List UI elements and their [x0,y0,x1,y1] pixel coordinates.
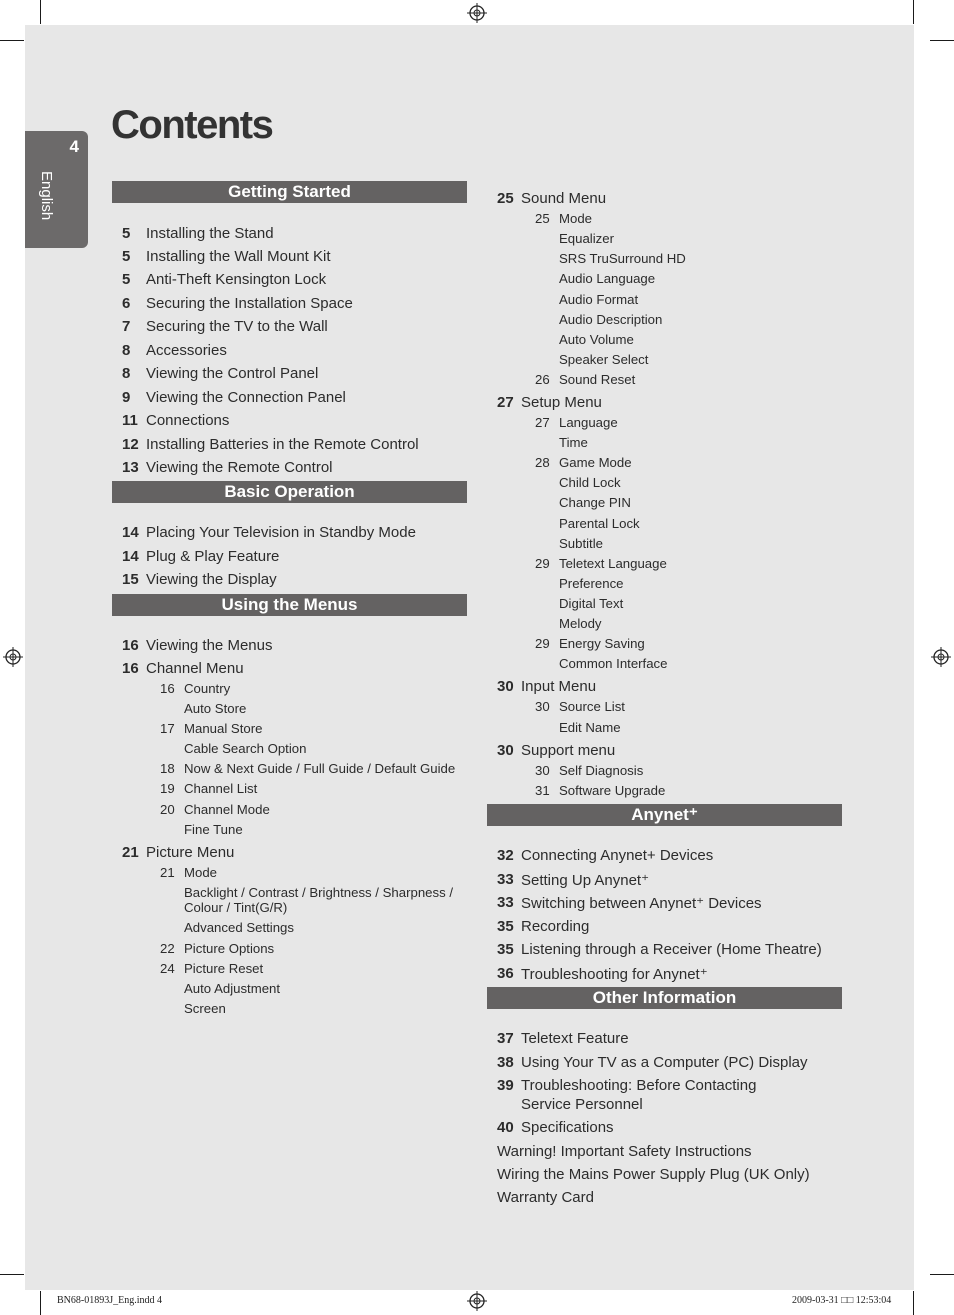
entry-title: Installing Batteries in the Remote Control [146,436,419,453]
entry-title: Wiring the Mains Power Supply Plug (UK Only) [497,1166,810,1183]
entry-page-number: 36 [497,965,514,982]
crop-mark [40,1291,41,1315]
subentry-title: Channel List [184,781,258,796]
page-title: Contents [111,103,273,147]
entry-page-number: 32 [497,847,514,864]
crop-mark [0,1274,24,1275]
subentry-page-number: 20 [160,802,175,817]
subentry-page-number: 22 [160,941,175,956]
entry-title: Troubleshooting for Anynet⁺ [521,966,708,983]
entry-page-number: 5 [122,271,131,288]
subentry-title: Picture Options [184,941,275,956]
subentry-title: Self Diagnosis [559,763,644,778]
subentry-title: Subtitle [559,536,603,551]
subentry-title: Auto Store [184,701,247,716]
entry-page-number: 33 [497,894,514,911]
subentry-title: Sound Reset [559,372,636,387]
subentry-title: Software Upgrade [559,783,666,798]
entry-title: Viewing the Control Panel [146,365,319,382]
crop-mark [913,0,914,24]
entry-title: Specifications [521,1119,614,1136]
subentry-title: Audio Format [559,292,639,307]
entry-title: Recording [521,918,590,935]
entry-title: Troubleshooting: Before Contacting [521,1077,757,1094]
entry-page-number: 30 [497,678,514,695]
subentry-title: Fine Tune [184,822,243,837]
entry-title: Viewing the Remote Control [146,459,333,476]
section-header: Using the Menus [112,594,467,616]
crop-mark [40,0,41,24]
crop-mark [0,40,24,41]
language-label: English [38,171,55,221]
registration-mark-icon [931,647,951,667]
entry-title: Listening through a Receiver (Home Theatre) [521,941,822,958]
subentry-title: Teletext Language [559,556,667,571]
entry-title: Viewing the Connection Panel [146,389,346,406]
entry-title: Teletext Feature [521,1030,629,1047]
subentry-page-number: 17 [160,721,175,736]
entry-page-number: 9 [122,389,131,406]
crop-mark [930,40,954,41]
entry-page-number: 8 [122,342,131,359]
subentry-title: Source List [559,699,625,714]
entry-title: Plug & Play Feature [146,548,280,565]
subentry-page-number: 27 [535,415,550,430]
subentry-page-number: 28 [535,455,550,470]
crop-mark [913,1291,914,1315]
page-number: 4 [69,137,79,156]
subentry-page-number: 24 [160,961,175,976]
entry-title: Anti-Theft Kensington Lock [146,271,327,288]
entry-title: Installing the Wall Mount Kit [146,248,331,265]
section-header: Getting Started [112,181,467,203]
subentry-page-number: 29 [535,636,550,651]
subentry-title: Energy Saving [559,636,645,651]
subentry-page-number: 16 [160,681,175,696]
registration-mark-icon [3,647,23,667]
entry-title: Warning! Important Safety Instructions [497,1143,752,1160]
subentry-title: Mode [184,865,217,880]
entry-page-number: 15 [122,571,139,588]
entry-title: Sound Menu [521,190,607,207]
entry-page-number: 8 [122,365,131,382]
entry-page-number: 6 [122,295,131,312]
crop-mark [930,1274,954,1275]
entry-page-number: 5 [122,225,131,242]
subentry-title: Language [559,415,618,430]
subentry-page-number: 21 [160,865,175,880]
entry-title: Accessories [146,342,227,359]
entry-page-number: 33 [497,871,514,888]
subentry-title: Audio Language [559,271,656,286]
subentry-page-number: 30 [535,763,550,778]
subentry-title: Mode [559,211,592,226]
entry-page-number: 27 [497,394,514,411]
subentry-page-number: 30 [535,699,550,714]
entry-page-number: 16 [122,637,139,654]
section-header: Basic Operation [112,481,467,503]
entry-title: Viewing the Display [146,571,277,588]
subentry-title: Common Interface [559,656,668,671]
entry-title: Switching between Anynet⁺ Devices [521,895,762,912]
entry-page-number: 5 [122,248,131,265]
subentry-title: Edit Name [559,720,621,735]
registration-mark-icon [467,1291,487,1311]
footer-filename: BN68-01893J_Eng.indd 4 [57,1295,162,1306]
subentry-title: Screen [184,1001,226,1016]
entry-page-number: 35 [497,941,514,958]
subentry-page-number: 25 [535,211,550,226]
entry-page-number: 14 [122,548,139,565]
subentry-title: Backlight / Contrast / Brightness / Sharpness / [184,885,454,900]
subentry-title: Auto Volume [559,332,634,347]
subentry-page-number: 29 [535,556,550,571]
entry-title: Service Personnel [521,1096,643,1113]
subentry-title: Time [559,435,588,450]
entry-page-number: 14 [122,524,139,541]
footer-datetime: 2009-03-31 □□ 12:53:04 [792,1295,892,1306]
entry-title: Input Menu [521,678,597,695]
entry-title: Warranty Card [497,1189,594,1206]
entry-page-number: 35 [497,918,514,935]
subentry-page-number: 31 [535,783,550,798]
section-header: Other Information [487,987,842,1009]
subentry-title: Now & Next Guide / Full Guide / Default Guide [184,761,456,776]
subentry-title: Auto Adjustment [184,981,281,996]
subentry-title: Game Mode [559,455,632,470]
entry-title: Viewing the Menus [146,637,273,654]
entry-page-number: 40 [497,1119,514,1136]
subentry-title: Manual Store [184,721,263,736]
entry-title: Picture Menu [146,844,235,861]
entry-page-number: 25 [497,190,514,207]
subentry-title: Audio Description [559,312,663,327]
registration-mark-icon [467,3,487,23]
page-background [25,25,914,1290]
subentry-title: SRS TruSurround HD [559,251,686,266]
entry-title: Securing the TV to the Wall [146,318,328,335]
entry-title: Placing Your Television in Standby Mode [146,524,416,541]
entry-page-number: 38 [497,1054,514,1071]
entry-title: Channel Menu [146,660,244,677]
entry-page-number: 21 [122,844,139,861]
subentry-title: Melody [559,616,602,631]
subentry-title: Speaker Select [559,352,649,367]
subentry-page-number: 26 [535,372,550,387]
entry-page-number: 7 [122,318,131,335]
entry-page-number: 16 [122,660,139,677]
subentry-page-number: 19 [160,781,175,796]
subentry-title: Channel Mode [184,802,270,817]
entry-page-number: 13 [122,459,139,476]
entry-page-number: 12 [122,436,139,453]
subentry-title: Child Lock [559,475,621,490]
entry-title: Installing the Stand [146,225,274,242]
entry-title: Using Your TV as a Computer (PC) Display [521,1054,808,1071]
entry-title: Connecting Anynet+ Devices [521,847,714,864]
subentry-title: Preference [559,576,624,591]
subentry-title: Change PIN [559,495,631,510]
subentry-title: Equalizer [559,231,614,246]
entry-title: Setup Menu [521,394,602,411]
subentry-title: Digital Text [559,596,624,611]
subentry-title: Cable Search Option [184,741,307,756]
subentry-title: Picture Reset [184,961,264,976]
entry-title: Setting Up Anynet⁺ [521,872,649,889]
language-tab [25,131,88,248]
entry-title: Connections [146,412,230,429]
entry-title: Support menu [521,742,616,759]
entry-page-number: 30 [497,742,514,759]
entry-page-number: 37 [497,1030,514,1047]
subentry-title: Parental Lock [559,516,640,531]
subentry-title: Country [184,681,231,696]
section-header: Anynet⁺ [487,804,842,826]
entry-page-number: 39 [497,1077,514,1094]
entry-page-number: 11 [122,412,138,429]
subentry-title: Advanced Settings [184,920,294,935]
subentry-page-number: 18 [160,761,175,776]
subentry-title: Colour / Tint(G/R) [184,900,288,915]
entry-title: Securing the Installation Space [146,295,353,312]
